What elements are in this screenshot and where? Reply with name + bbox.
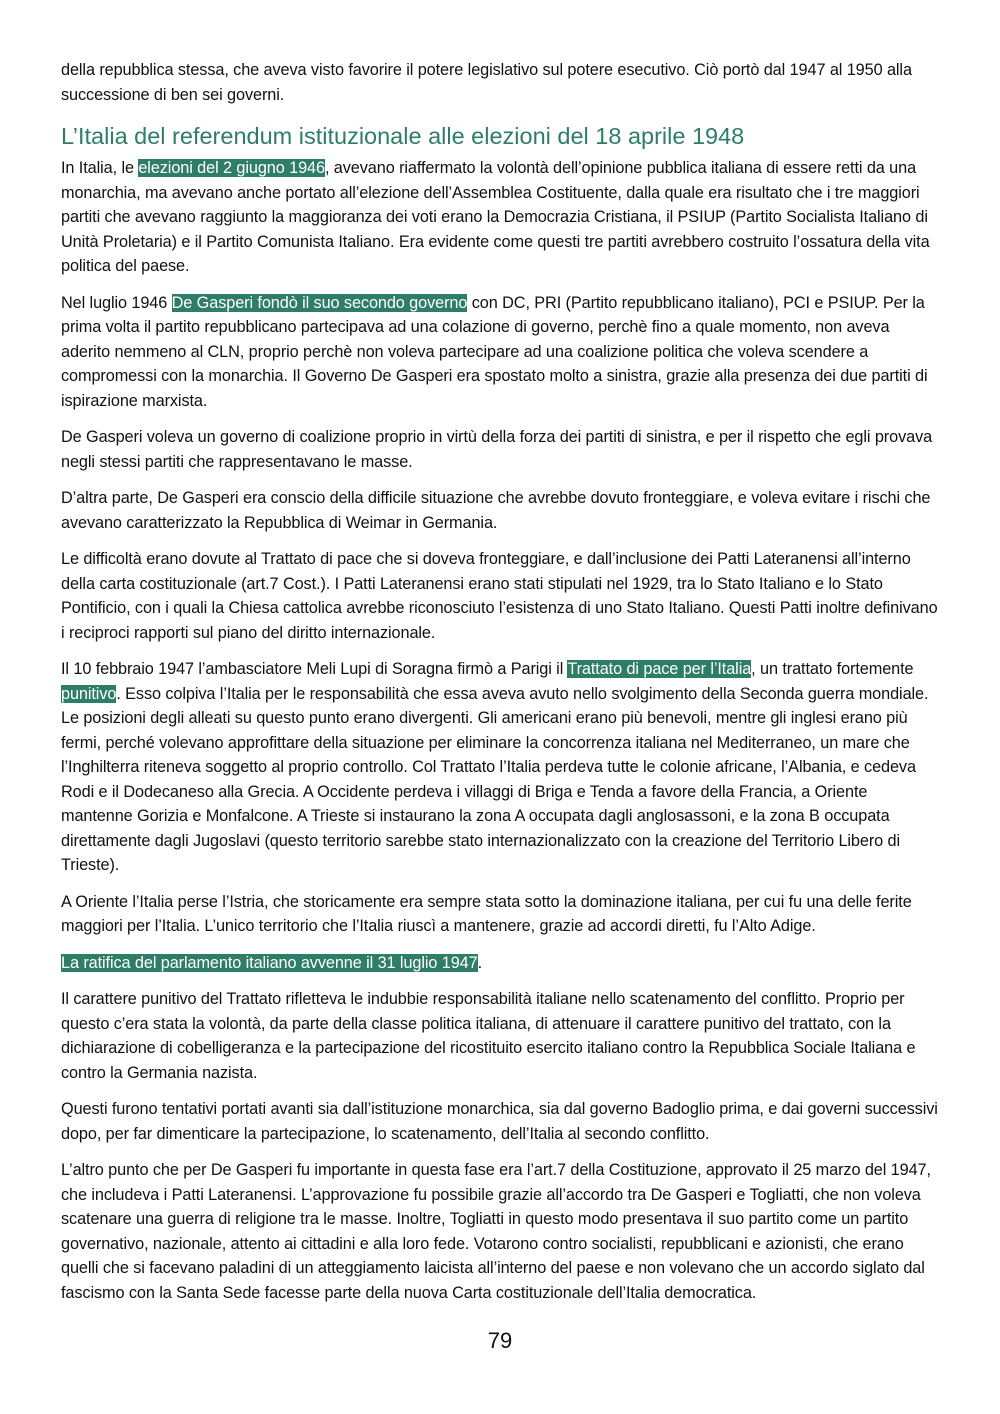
p8-highlight: La ratifica del parlamento italiano avvenne il 31 luglio 1947 [61, 953, 478, 972]
paragraph-7: A Oriente l’Italia perse l’Istria, che storicamente era sempre stata sotto la dominazione italiana, per cui fu una delle ferite maggiori per l’Italia. L’unico territorio che l’Italia riuscì a mantenere, grazie ad accordi diretti, fu l’Alto Adige. [61, 892, 912, 935]
paragraph-8 [61, 951, 941, 976]
p6-highlight-punitive: punitivo [61, 684, 117, 703]
p8-text-after: . [477, 953, 483, 972]
paragraph-11: L’altro punto che per De Gasperi fu importante in questa fase era l’art.7 della Costituzione, approvato il 25 marzo del 1947, che includeva i Patti Lateranensi. L’approvazione fu possibile grazie all’accordo tra De Gasperi e Togliatti, che non voleva scatenare una guerra di religione tra le masse. Inoltre, Togliatti in questo modo presentava il suo partito come un partito governativo, nazionale, attento ai cittadini e alla loro fede. Votarono contro socialisti, repubblicani e azionisti, che erano quelli che si facevano paladini di un atteggiamento laicista all’interno del paese e non volevano che un accordo siglato dal fascismo con la Santa Sede facesse parte della nuova Carta costituzionale dell’Italia democratica. [61, 1161, 931, 1302]
paragraph-10: Questi furono tentativi portati avanti sia dall’istituzione monarchica, sia dal governo Badoglio prima, e dai governi successivi dopo, per far dimenticare la partecipazione, lo scatenamento, dell’Italia al secondo conflitto. [61, 1100, 938, 1143]
p2-highlight: De Gasperi fondò il suo secondo governo [171, 293, 468, 312]
page-number: 79 [487, 1328, 513, 1353]
paragraph-2 [61, 291, 941, 414]
p1-highlight: elezioni del 2 giugno 1946 [138, 159, 325, 177]
paragraph-3: De Gasperi voleva un governo di coalizione proprio in virtù della forza dei partiti di sinistra, e per il rispetto che egli provava negli stessi partiti che rappresentavano le masse. [61, 428, 933, 471]
intro-paragraph: della repubblica stessa, che aveva visto favorire il potere legislativo sul potere esecutivo. Ciò portò dal 1947 al 1950 alla successione di ben sei governi. [61, 61, 912, 104]
paragraph-6 [61, 657, 941, 878]
p1-text-before: In Italia, le [61, 159, 139, 177]
document-page [61, 58, 941, 1317]
paragraph-9: Il carattere punitivo del Trattato rifletteva le indubbie responsabilità italiane nello scatenamento del conflitto. Proprio per questo c’era stata la volontà, da parte della classe politica italiana, di attenuare il carattere punitivo del trattato, con la dichiarazione di cobelligeranza e la partecipazione del ricostituito esercito italiano contro la Repubblica Sociale Italiana e contro la Germania nazista. [61, 990, 916, 1082]
p1-text-after: , avevano riaffermato la volontà dell’opinione pubblica italiana di essere retti da una monarchia, ma avevano anche portato all’elezione dell’Assemblea Costituente, dalla quale era risultato che i tre maggiori partiti che avevano raggiunto la maggioranza dei voti erano la Democrazia Cristiana, il PSIUP (Partito Socialista Italiano di Unità Proletaria) e il Partito Comunista Italiano. Era evidente come questi tre partiti avrebbero costruito l’ossatura della vita politica del paese. [61, 159, 930, 275]
p6-highlight-treaty: Trattato di pace per l’Italia [567, 660, 752, 678]
p6-text-middle: , un trattato fortemente [751, 660, 914, 678]
paragraph-5: Le difficoltà erano dovute al Trattato di pace che si doveva fronteggiare, e dall’inclusione dei Patti Lateranensi all’interno della carta costituzionale (art.7 Cost.). I Patti Lateranensi erano stati stipulati nel 1929, tra lo Stato Italiano e lo Stato Pontificio, con i quali la Chiesa cattolica avrebbe riconosciuto l’esistenza di uno Stato Italiano. Questi Patti inoltre definivano i reciproci rapporti sul piano del diritto internazionale. [61, 550, 938, 642]
p2-text-after: con DC, PRI (Partito repubblicano italiano), PCI e PSIUP. Per la prima volta il partito repubblicano partecipava ad una colazione di governo, perchè fino a quale momento, non aveva aderito nemmeno al CLN, proprio perchè non voleva partecipare ad una coalizione politica che voleva scendere a compromessi con la monarchia. Il Governo De Gasperi era spostato molto a sinistra, grazie alla presenza dei due partiti di ispirazione marxista. [61, 293, 928, 410]
p2-text-before: Nel luglio 1946 [61, 293, 172, 312]
paragraph-4: D’altra parte, De Gasperi era conscio della difficile situazione che avrebbe dovuto fronteggiare, e voleva evitare i rischi che avevano caratterizzato la Repubblica di Weimar in Germania. [61, 489, 931, 532]
p6-text-before: Il 10 febbraio 1947 l’ambasciatore Meli Lupi di Soragna firmò a Parigi il [61, 660, 568, 678]
p6-text-after: . Esso colpiva l’Italia per le responsabilità che essa aveva avuto nello svolgimento della Seconda guerra mondiale. Le posizioni degli alleati su questo punto erano divergenti. Gli americani erano più benevoli, mentre gli inglesi erano più fermi, perché volevano approfittare della situazione per eliminare la concorrenza italiana nel Mediterraneo, un mare che l’Inghilterra riteneva soggetto al proprio controllo. Col Trattato l’Italia perdeva tutte le colonie africane, l’Albania, e cedeva Rodi e il Dodecaneso alla Grecia. A Occidente perdeva i villaggi di Briga e Tenda a favore della Francia, a Oriente mantenne Gorizia e Monfalcone. A Trieste si instaurano la zona A occupata dagli anglosassoni, e la zona B occupata direttamente dagli Jugoslavi (questo territorio sarebbe stato internazionalizzato con la creazione del Territorio Libero di Trieste). [61, 684, 929, 874]
paragraph-1 [61, 156, 941, 279]
section-heading: L’Italia del referendum istituzionale alle elezioni del 18 aprile 1948 [61, 123, 745, 149]
